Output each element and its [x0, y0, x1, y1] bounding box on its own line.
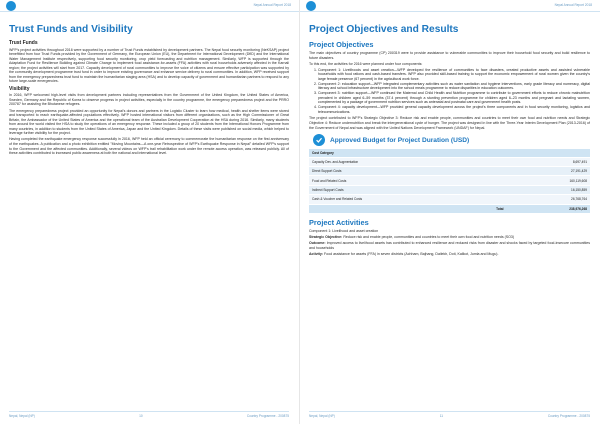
budget-title: Approved Budget for Project Duration (USD) — [330, 136, 470, 144]
cost-value: 8,697,491 — [507, 157, 590, 166]
activity — [309, 252, 590, 257]
footer-country: Nepal, Nepal (NP) — [309, 413, 335, 418]
component-label: Component 1: Livelihood and asset creation — [309, 228, 379, 233]
strategic-objective — [309, 235, 590, 240]
list-item: 3. Component 3: nutrition support—WFP continued the Maternal and Child Health and Nutrition programme to contribute to government efforts to reduce chronic malnutrition prevalent in children aged 6–59 months (37.4 percent) through a stunting prevention programme for children aged 6–23 months and pregnant and lactating women, complemented by a package of government nutrition services such as antenatal and postnatal care and government health posts. — [318, 91, 590, 105]
total-row — [309, 204, 590, 213]
visibility-paragraph: The emergency preparedness project provided an opportunity for Nepal's donors and partners in the Logistic Cluster to learn how medical, health and shelter items were stored and transported to reach earthquake-affected populations effectively. WFP hosted international visitors from different organizations, such as the High Commissioner of Great Britain, the Ambassador of the United States of America and the operational team of the Australian Development Cooperation at the HSA during 2016. Similarly, many students from around the world visited the HSA to study the operations of an emergency response. These included a group of 20 students from the International Honors Programme from many countries, in addition to students from the United States of America, Japan and the United Kingdom. Details of these visits were published on social media, which helped to leverage further visibility for the project. — [9, 108, 289, 136]
outcome-label: Outcome: — [309, 241, 326, 246]
footer-country: Nepal, Nepal (NP) — [9, 413, 35, 418]
total-label: Total — [309, 204, 507, 213]
right-page — [300, 0, 600, 424]
checkmark-icon — [313, 134, 325, 146]
header-text: Nepal Annual Report 2018 — [554, 3, 592, 7]
budget-table — [309, 149, 590, 214]
page-header — [300, 0, 600, 12]
cost-value: 26,768,764 — [507, 195, 590, 204]
contribution-paragraph: The project contributed to WFP's Strategic Objective 3: Reduce risk and enable people, communities and countries to meet their own food and nutrition needs and Strategic Objective 4: Reduce undernutrition and break the intergenerational cycle of hunger. The project was designed in line with the Three-Year Interim Development Plan (2013-2016) of the Government of Nepal and was aligned with the United Nations Development Framework (UNDAF) for Nepal. — [309, 116, 590, 130]
page-footer — [9, 411, 289, 417]
cost-value: 16,150,859 — [507, 185, 590, 194]
activities-heading: Project Activities — [309, 217, 369, 227]
trust-funds-paragraph: WFP's project activities throughout 2016 were supported by a number of Trust Funds established by development partners. The Nepal food security monitoring (NeKSAP) project benefitted from four Trust Funds provided by the Government of Germany, the European Union (EU), the Department for International Development (DfID) and the International Water Management Institute respectively, supporting food security monitoring, crop yield forecasting and nutrition management. Similarly, WFP is supported through the Adaptation Fund for Resilience Building against Climate Change to implement food assistance-for-assets (FFA) activities with rural households adversely affected in the Karnali region; the project activities will start from 2017. Capacity development of rural communities to improve the voice of citizens and ensure effective participation was supported by the community development programme trust fund in order to improve existing governance and enhance service delivery to rural communities. In addition, WFP received support from the emergency preparedness trust fund to maintain the humanitarian staging area (HSA) and to develop capacity of government and humanitarian partners to respond to any future large-scale emergencies. — [9, 47, 289, 84]
header-text: Nepal Annual Report 2018 — [253, 3, 291, 7]
cost-category: Indirect Support Costs — [309, 185, 507, 194]
table-row — [309, 176, 590, 185]
page-title: Trust Funds and Visibility — [9, 24, 133, 35]
outcome — [309, 241, 590, 250]
objectives-intro-2: To this end, the activities for 2016 were planned under four components: — [309, 61, 423, 66]
cost-category: Food and Related Costs — [309, 176, 507, 185]
cost-category: Direct Support Costs — [309, 167, 507, 176]
cost-category: Capacity Dev. and Augmentation — [309, 157, 507, 166]
objectives-heading: Project Objectives — [309, 40, 374, 49]
table-header: Cost Category — [309, 149, 590, 157]
activity-text: Food assistance for assets (FFA) in seven districts (Achham, Bajhang, Dailekh, Doti, Kalikot, Jumla and Mugu). — [324, 251, 499, 256]
page-number: 10 — [139, 413, 143, 418]
list-item: 2. Component 2: education support—WFP integrated complementary activities such as water sanitation and hygiene interventions, early grade literacy and numeracy, digital literacy and school infrastructure development into the school meals programme to reduce disparities in education outcomes. — [318, 82, 590, 91]
right-content — [309, 24, 590, 258]
table-row — [309, 167, 590, 176]
strategic-label: Strategic Objective: — [309, 235, 343, 240]
footer-programme: Country Programme - 200875 — [246, 413, 289, 418]
activity-label: Activity: — [309, 251, 323, 256]
visibility-paragraph: Having completed the earthquake emergency response successfully in 2016, WFP held an official ceremony to commemorate the humanitarian response on the first anniversary of the earthquakes. A publication and a photo exhibition entitled "Moving Mountains—A one-year Retrospective of WFP's Earthquake Response in Nepal" detailed WFP's support to the Government and the affected communities. Additionally, several videos on WFP's trail rehabilitation work under the remote access operation, was released publicly. All of these activities contributed to increased public awareness at both the national and international level. — [9, 137, 289, 156]
footer-programme: Country Programme - 200875 — [547, 413, 590, 418]
page-number: 11 — [439, 413, 443, 418]
cost-value: 27,191,429 — [507, 167, 590, 176]
wfp-logo-icon — [6, 1, 16, 11]
trust-funds-heading: Trust Funds — [9, 40, 38, 46]
total-value: 238,976,268 — [507, 204, 590, 213]
visibility-paragraph: In 2016, WFP welcomed high-level visits from development partners including representatives from the Government of the United Kingdom, the United States of America, Sweden, Germany and the Republic of Korea to observe progress in project activities, especially in the country programme, the emergency preparedness project and the PRRO 200787 for assisting the Bhutanese refugees. — [9, 93, 289, 107]
list-item: 4. Component 4: capacity development—WFP provided general capacity development across the project's three components and in food security monitoring, logistics and telecommunications. — [318, 105, 590, 114]
list-item: 1. Component 1: Livelihoods and asset creation—WFP developed the resilience of communities to face disasters, created productive assets and assisted vulnerable households with food rations and cash-based transfers. WFP also provided skill-based training to support the economic empowerment of rural women given the country's large female presence (67 percent) in the agricultural work force. — [318, 68, 590, 82]
activities-component — [309, 229, 590, 234]
left-content — [9, 24, 289, 157]
strategic-text: Reduce risk and enable people, communities and countries to meet their own food and nutrition needs (SO3) — [343, 235, 515, 240]
wfp-logo-icon — [306, 1, 316, 11]
visibility-heading: Visibility — [9, 85, 30, 92]
outcome-text: Improved access to livelihood assets has contributed to enhanced resilience and reduced risks from disaster and shocks faced by targeted food-insecure communities and households — [309, 241, 590, 250]
components-list — [309, 68, 590, 115]
cost-category: Cash & Voucher and Related Costs — [309, 195, 507, 204]
budget-title-row — [313, 134, 590, 146]
table-row — [309, 195, 590, 204]
table-row — [309, 157, 590, 166]
objectives-intro: The main objectives of country programme (CP) 200319 were to provide assistance to vulnerable communities to improve their household food security and build resilience to future disasters. — [309, 51, 590, 60]
cost-value: 160,119,608 — [507, 176, 590, 185]
table-row — [309, 185, 590, 194]
page-footer — [309, 411, 590, 417]
page-title: Project Objectives and Results — [309, 24, 459, 35]
page-header — [0, 0, 299, 12]
